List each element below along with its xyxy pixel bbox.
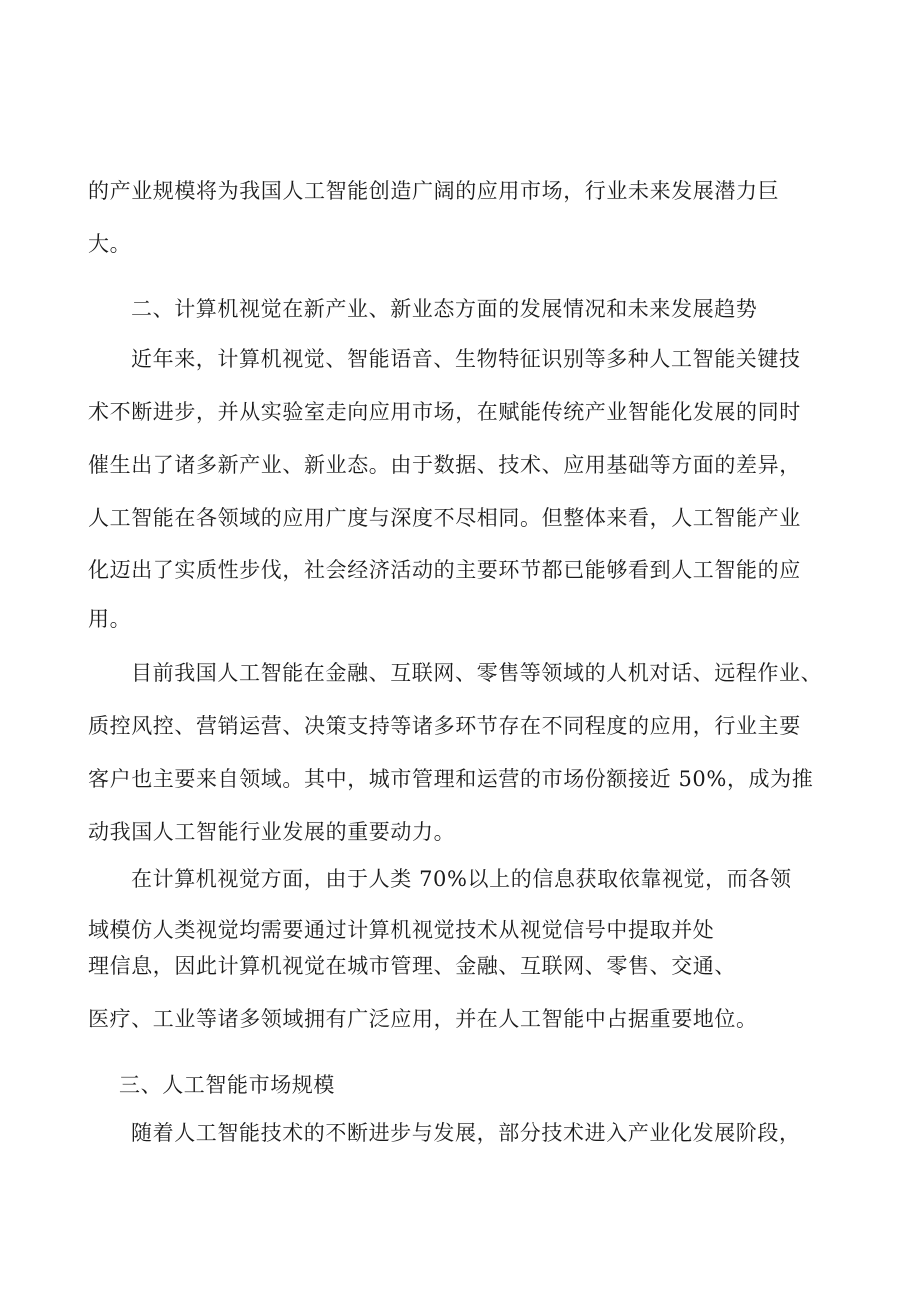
- paragraph-4-line-2: 域模仿人类视觉均需要通过计算机视觉技术从视觉信号中提取并处: [88, 918, 715, 942]
- section-heading-2: 二、计算机视觉在新产业、新业态方面的发展情况和未来发展趋势: [131, 297, 758, 321]
- paragraph-2-line-2: 术不断进步，并从实验室走向应用市场，在赋能传统产业智能化发展的同时: [88, 400, 801, 424]
- paragraph-5-line-1: 随着人工智能技术的不断进步与发展，部分技术进入产业化发展阶段，: [131, 1121, 801, 1145]
- paragraph-3-line-1: 目前我国人工智能在金融、互联网、零售等领域的人机对话、远程作业、: [131, 661, 823, 685]
- paragraph-3-line-2: 质控风控、营销运营、决策支持等诸多环节存在不同程度的应用，行业主要: [88, 714, 801, 738]
- paragraph-4-line-1: 在计算机视觉方面，由于人类 70%以上的信息获取依靠视觉，而各领: [131, 867, 792, 891]
- paragraph-3-line-4: 动我国人工智能行业发展的重要动力。: [88, 820, 456, 844]
- paragraph-2-line-6: 用。: [88, 607, 132, 631]
- paragraph-3-line-3: 客户也主要来自领域。其中，城市管理和运营的市场份额接近 50%，成为推: [88, 767, 814, 791]
- section-heading-3: 三、人工智能市场规模: [119, 1073, 335, 1097]
- paragraph-2-line-1: 近年来，计算机视觉、智能语音、生物特征识别等多种人工智能关键技: [131, 347, 801, 371]
- paragraph-4-line-3: 理信息，因此计算机视觉在城市管理、金融、互联网、零售、交通、: [88, 954, 736, 978]
- paragraph-1-line-1: 的产业规模将为我国人工智能创造广阔的应用市场，行业未来发展潜力巨: [88, 179, 780, 203]
- paragraph-1-line-2: 大。: [88, 232, 132, 256]
- paragraph-2-line-3: 催生出了诸多新产业、新业态。由于数据、技术、应用基础等方面的差异，: [88, 453, 801, 477]
- paragraph-2-line-4: 人工智能在各领域的应用广度与深度不尽相同。但整体来看，人工智能产业: [88, 506, 801, 530]
- paragraph-4-line-4: 医疗、工业等诸多领域拥有广泛应用，并在人工智能中占据重要地位。: [88, 1007, 758, 1031]
- paragraph-2-line-5: 化迈出了实质性步伐，社会经济活动的主要环节都已能够看到人工智能的应: [88, 558, 801, 582]
